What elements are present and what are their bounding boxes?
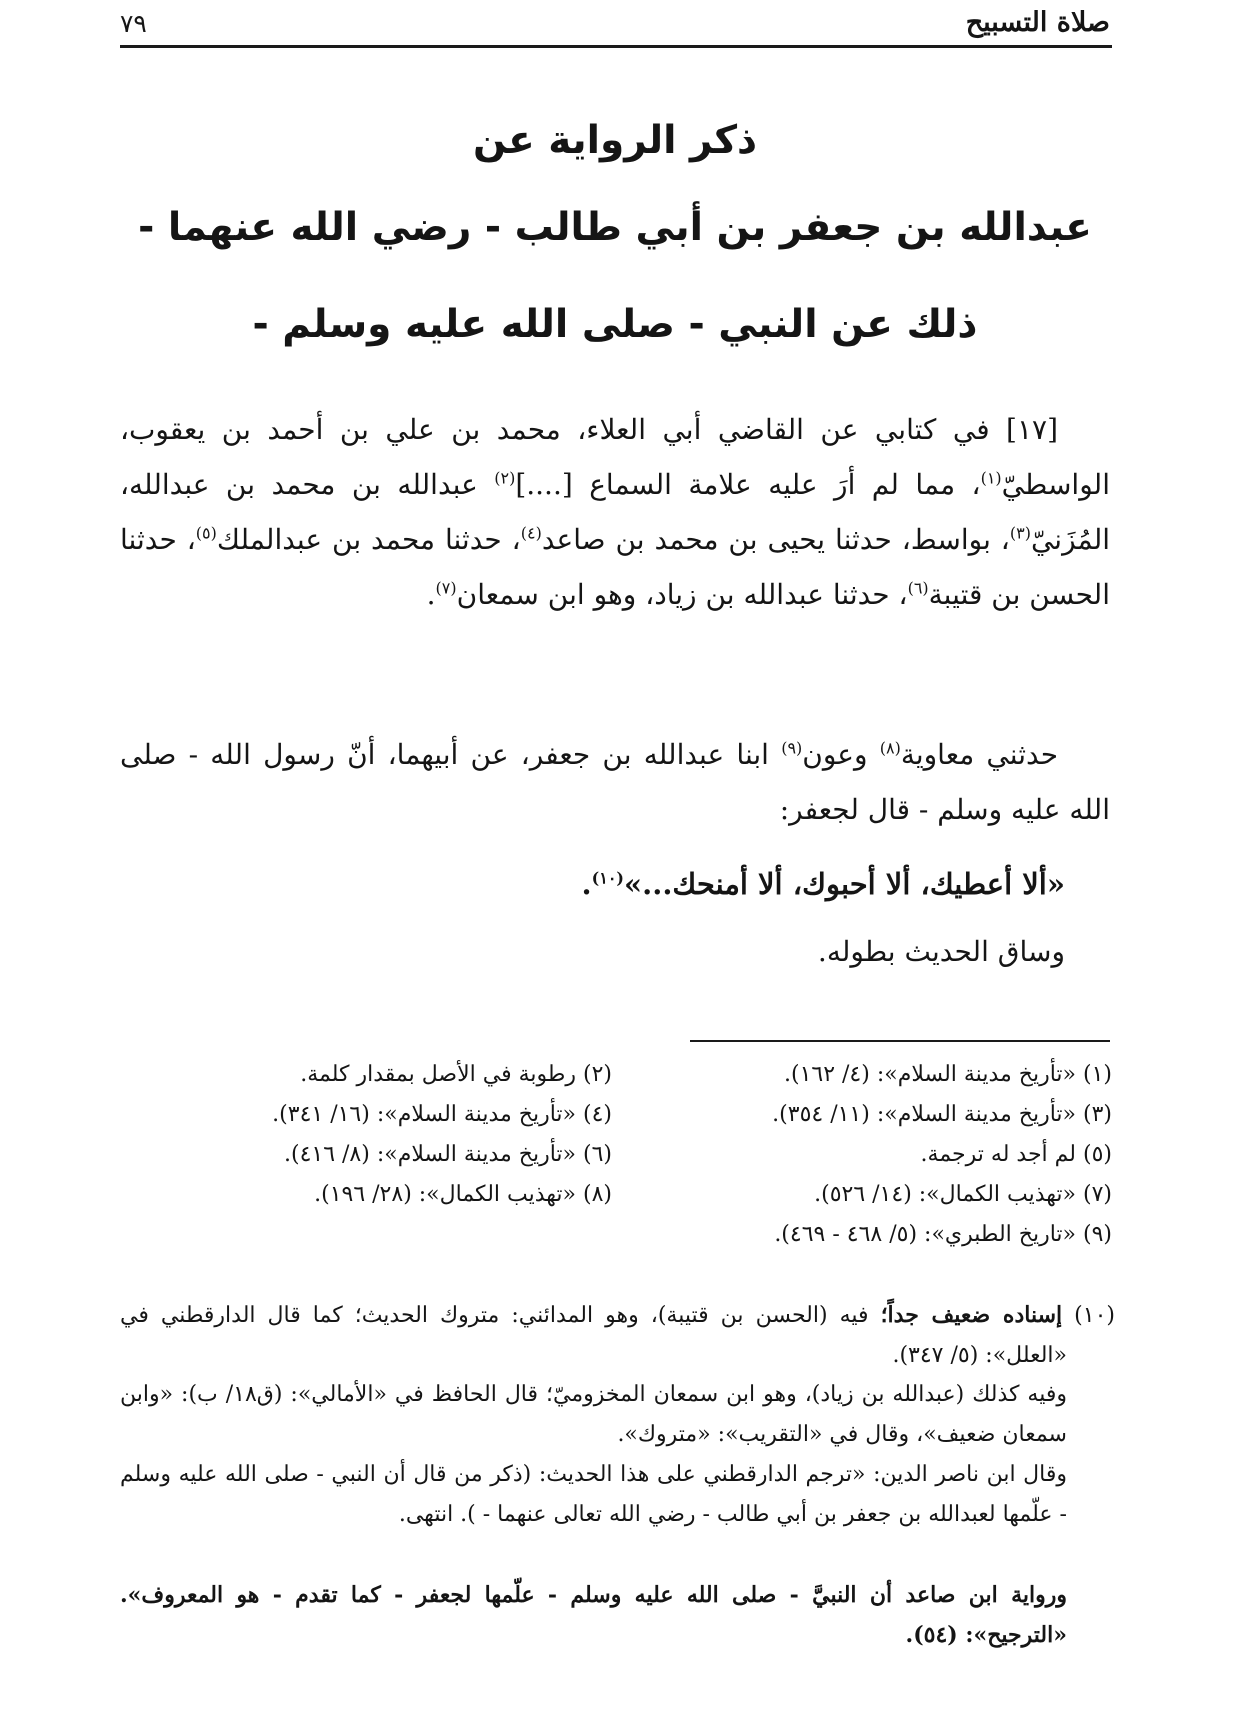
hadith-isnad-paragraph: [120, 402, 1110, 622]
footnote-1: (١) «تأريخ مدينة السلام»: (٤/ ١٦٢).: [783, 1062, 1112, 1087]
text-run: حدثني معاوية: [900, 738, 1059, 771]
footnote-4: (٤) «تأريخ مدينة السلام»: (١٦/ ٣٤١).: [272, 1102, 612, 1127]
footnote-2: (٢) رطوبة في الأصل بمقدار كلمة.: [300, 1062, 612, 1087]
footnote-ref-4: (٤): [520, 523, 542, 543]
section-title-line-1: ذكر الرواية عن: [472, 118, 758, 163]
footnote-ref-6: (٦): [907, 578, 929, 598]
text-run: وعون: [802, 738, 880, 771]
page-number: ٧٩: [120, 9, 147, 38]
footnote-10: [120, 1295, 1115, 1376]
footnote-10-para-2: وفيه كذلك (عبدالله بن زياد)، وهو ابن سمعان المخزوميّ؛ قال الحافظ في «الأمالي»: (ق١٨/ ب): «وابن سمعان ضعيف»، وقال في «التقريب»: «متروك».: [120, 1382, 1068, 1447]
footnote-ref-8: (٨): [879, 738, 901, 758]
closing-line: وساق الحديث بطوله.: [817, 935, 1065, 968]
footnote-ref-5: (٥): [195, 523, 217, 543]
text-run: عبدالله بن محمد بن عبدالله، المُزَنيّ: [120, 468, 1111, 556]
footnote-8: (٨) «تهذيب الكمال»: (٢٨/ ١٩٦).: [314, 1182, 612, 1207]
section-title-line-2: عبدالله بن جعفر بن أبي طالب - رضي الله عنهما -: [138, 205, 1092, 250]
footnote-5: (٥) لم أجد له ترجمة.: [920, 1142, 1112, 1167]
footnote-ref-2: (٢): [494, 468, 516, 488]
footnote-separator: [690, 1040, 1110, 1042]
footnote-ref-7: (٧): [435, 578, 457, 598]
footnote-ref-9: (٩): [781, 738, 803, 758]
footnote-3: (٣) «تأريخ مدينة السلام»: (١١/ ٣٥٤).: [772, 1102, 1112, 1127]
hadith-quote: [582, 867, 1065, 901]
footnotes-grid: [122, 1055, 1112, 1255]
footnote-10-para-4: ورواية ابن صاعد أن النبيَّ - صلى الله عليه وسلم - علّمها لجعفر - كما تقدم - هو المعروف». «الترجيح»: (٥٤).: [120, 1582, 1067, 1648]
text-run: ، بواسط، حدثنا يحيى بن محمد بن صاعد: [541, 523, 1010, 556]
text-run: ، حدثنا عبدالله بن زياد، وهو ابن سمعان: [456, 578, 908, 611]
section-title-line-3: ذلك عن النبي - صلى الله عليه وسلم -: [252, 302, 978, 347]
text-run: ابنا عبدالله بن جعفر، عن أبيهما، أنّ رسول الله - صلى الله عليه وسلم - قال لجعفر:: [120, 738, 1110, 826]
hadith-matn-paragraph: [120, 727, 1110, 837]
text-run: ، مما لم أرَ عليه علامة السماع [....]: [515, 468, 981, 501]
footnote-ref-10: (١٠): [591, 868, 624, 888]
footnote-9: (٩) «تاريخ الطبري»: (٥/ ٤٦٨ - ٤٦٩).: [774, 1222, 1112, 1247]
footnote-ref-3: (٣): [1009, 523, 1031, 543]
footnote-6: (٦) «تأريخ مدينة السلام»: (٨/ ٤١٦).: [283, 1142, 612, 1167]
footnote-10-number: (١٠): [1074, 1303, 1115, 1328]
running-header: [120, 2, 1110, 38]
running-title: صلاة التسبيح: [965, 7, 1110, 38]
footnote-10-verdict: إسناده ضعيف جداً؛: [880, 1302, 1063, 1328]
header-rule: [120, 45, 1112, 48]
text-run: ، حدثنا محمد بن عبدالملك: [216, 523, 521, 556]
footnote-10-para-3: وقال ابن ناصر الدين: «ترجم الدارقطني على هذا الحديث: (ذكر من قال أن النبي - صلى الله عليه وسلم - علّمها لعبدالله بن جعفر بن أبي طالب - رضي الله تعالى عنهما - ). انتهى.: [120, 1462, 1067, 1527]
footnote-7: (٧) «تهذيب الكمال»: (١٤/ ٥٢٦).: [814, 1182, 1112, 1207]
quote-text: «ألا أعطيك، ألا أحبوك، ألا أمنحك...»: [624, 867, 1065, 901]
text-run: ، حدثنا الحسن بن قتيبة: [120, 523, 1110, 611]
footnote-ref-1: (١): [980, 468, 1002, 488]
text-run: .: [426, 578, 436, 611]
text-run: .: [581, 867, 592, 901]
text-run: فيه (الحسن بن قتيبة)، وهو المدائني: متروك الحديث؛ كما قال الدارقطني في «العلل»: (٥/ ٣٤٧).: [120, 1303, 1067, 1368]
text-run: [١٧] في كتابي عن القاضي أبي العلاء، محمد بن علي بن أحمد بن يعقوب، الواسطيّ: [120, 413, 1110, 501]
